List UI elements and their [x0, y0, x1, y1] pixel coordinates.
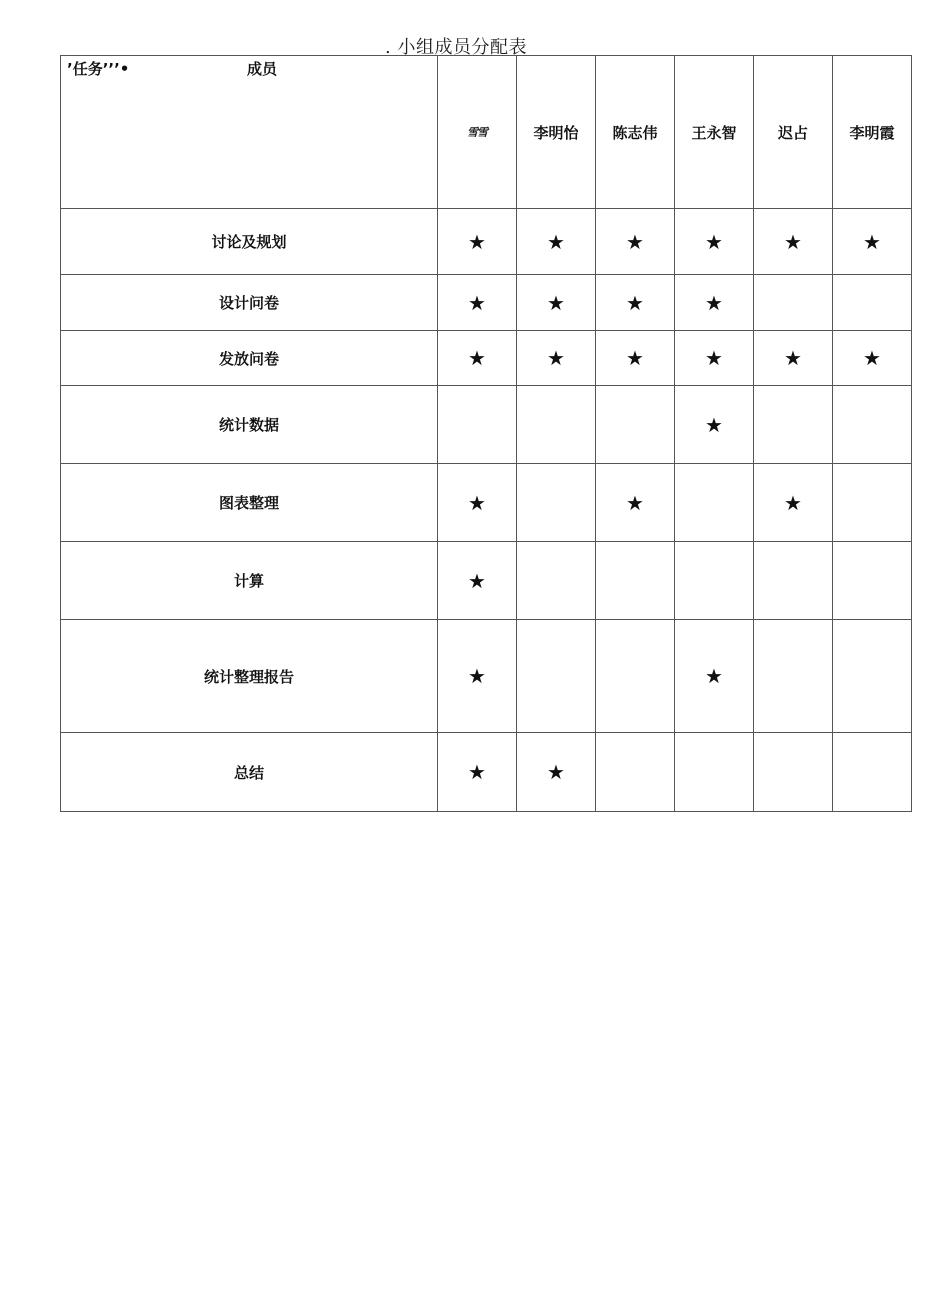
- assigned-star-cell: ★: [754, 464, 833, 542]
- empty-cell: [754, 386, 833, 464]
- empty-cell: [596, 733, 675, 812]
- empty-cell: [675, 542, 754, 620]
- empty-cell: [833, 733, 912, 812]
- assigned-star-cell: ★: [675, 386, 754, 464]
- empty-cell: [517, 620, 596, 733]
- page-title: . 小组成员分配表: [385, 37, 527, 58]
- table-row: [61, 542, 912, 620]
- assigned-star-cell: ★: [754, 331, 833, 386]
- member-header-6: 李明霞: [833, 56, 912, 209]
- table-row: [61, 464, 912, 542]
- assigned-star-cell: ★: [438, 464, 517, 542]
- task-name-cell: 讨论及规划: [61, 209, 438, 275]
- assignment-table: [60, 55, 912, 812]
- assigned-star-cell: ★: [517, 331, 596, 386]
- table-row: [61, 209, 912, 275]
- empty-cell: [675, 733, 754, 812]
- task-name-cell: 设计问卷: [61, 275, 438, 331]
- empty-cell: [754, 733, 833, 812]
- empty-cell: [596, 620, 675, 733]
- empty-cell: [517, 542, 596, 620]
- assigned-star-cell: ★: [438, 733, 517, 812]
- assigned-star-cell: ★: [438, 620, 517, 733]
- assigned-star-cell: ★: [675, 209, 754, 275]
- member-column-label: 成员: [247, 60, 278, 78]
- assigned-star-cell: ★: [833, 331, 912, 386]
- member-header-2: 李明怡: [517, 56, 596, 209]
- assigned-star-cell: ★: [675, 331, 754, 386]
- empty-cell: [596, 386, 675, 464]
- task-name-cell: 发放问卷: [61, 331, 438, 386]
- member-header-5: 迟占: [754, 56, 833, 209]
- table-row: [61, 620, 912, 733]
- task-column-label: ’任务’’’•: [67, 60, 130, 78]
- member-header-4: 王永智: [675, 56, 754, 209]
- assigned-star-cell: ★: [596, 331, 675, 386]
- header-row: [61, 56, 912, 209]
- empty-cell: [675, 464, 754, 542]
- assigned-star-cell: ★: [438, 275, 517, 331]
- empty-cell: [833, 620, 912, 733]
- member-header-1: 雪雪: [438, 56, 517, 209]
- member-header-3: 陈志伟: [596, 56, 675, 209]
- task-name-cell: 总结: [61, 733, 438, 812]
- task-name-cell: 统计整理报告: [61, 620, 438, 733]
- empty-cell: [754, 542, 833, 620]
- empty-cell: [833, 275, 912, 331]
- assigned-star-cell: ★: [517, 275, 596, 331]
- empty-cell: [438, 386, 517, 464]
- task-name-cell: 统计数据: [61, 386, 438, 464]
- empty-cell: [833, 542, 912, 620]
- assigned-star-cell: ★: [596, 275, 675, 331]
- assigned-star-cell: ★: [438, 542, 517, 620]
- empty-cell: [833, 386, 912, 464]
- table-row: [61, 386, 912, 464]
- assigned-star-cell: ★: [596, 464, 675, 542]
- task-name-cell: 图表整理: [61, 464, 438, 542]
- assigned-star-cell: ★: [438, 209, 517, 275]
- empty-cell: [754, 275, 833, 331]
- task-name-cell: 计算: [61, 542, 438, 620]
- assigned-star-cell: ★: [596, 209, 675, 275]
- assigned-star-cell: ★: [675, 275, 754, 331]
- assigned-star-cell: ★: [754, 209, 833, 275]
- empty-cell: [596, 542, 675, 620]
- assigned-star-cell: ★: [833, 209, 912, 275]
- assigned-star-cell: ★: [675, 620, 754, 733]
- table-row: [61, 733, 912, 812]
- empty-cell: [833, 464, 912, 542]
- table-row: [61, 275, 912, 331]
- empty-cell: [517, 464, 596, 542]
- corner-header-cell: [61, 56, 438, 209]
- empty-cell: [754, 620, 833, 733]
- assigned-star-cell: ★: [438, 331, 517, 386]
- assigned-star-cell: ★: [517, 733, 596, 812]
- assigned-star-cell: ★: [517, 209, 596, 275]
- empty-cell: [517, 386, 596, 464]
- table-row: [61, 331, 912, 386]
